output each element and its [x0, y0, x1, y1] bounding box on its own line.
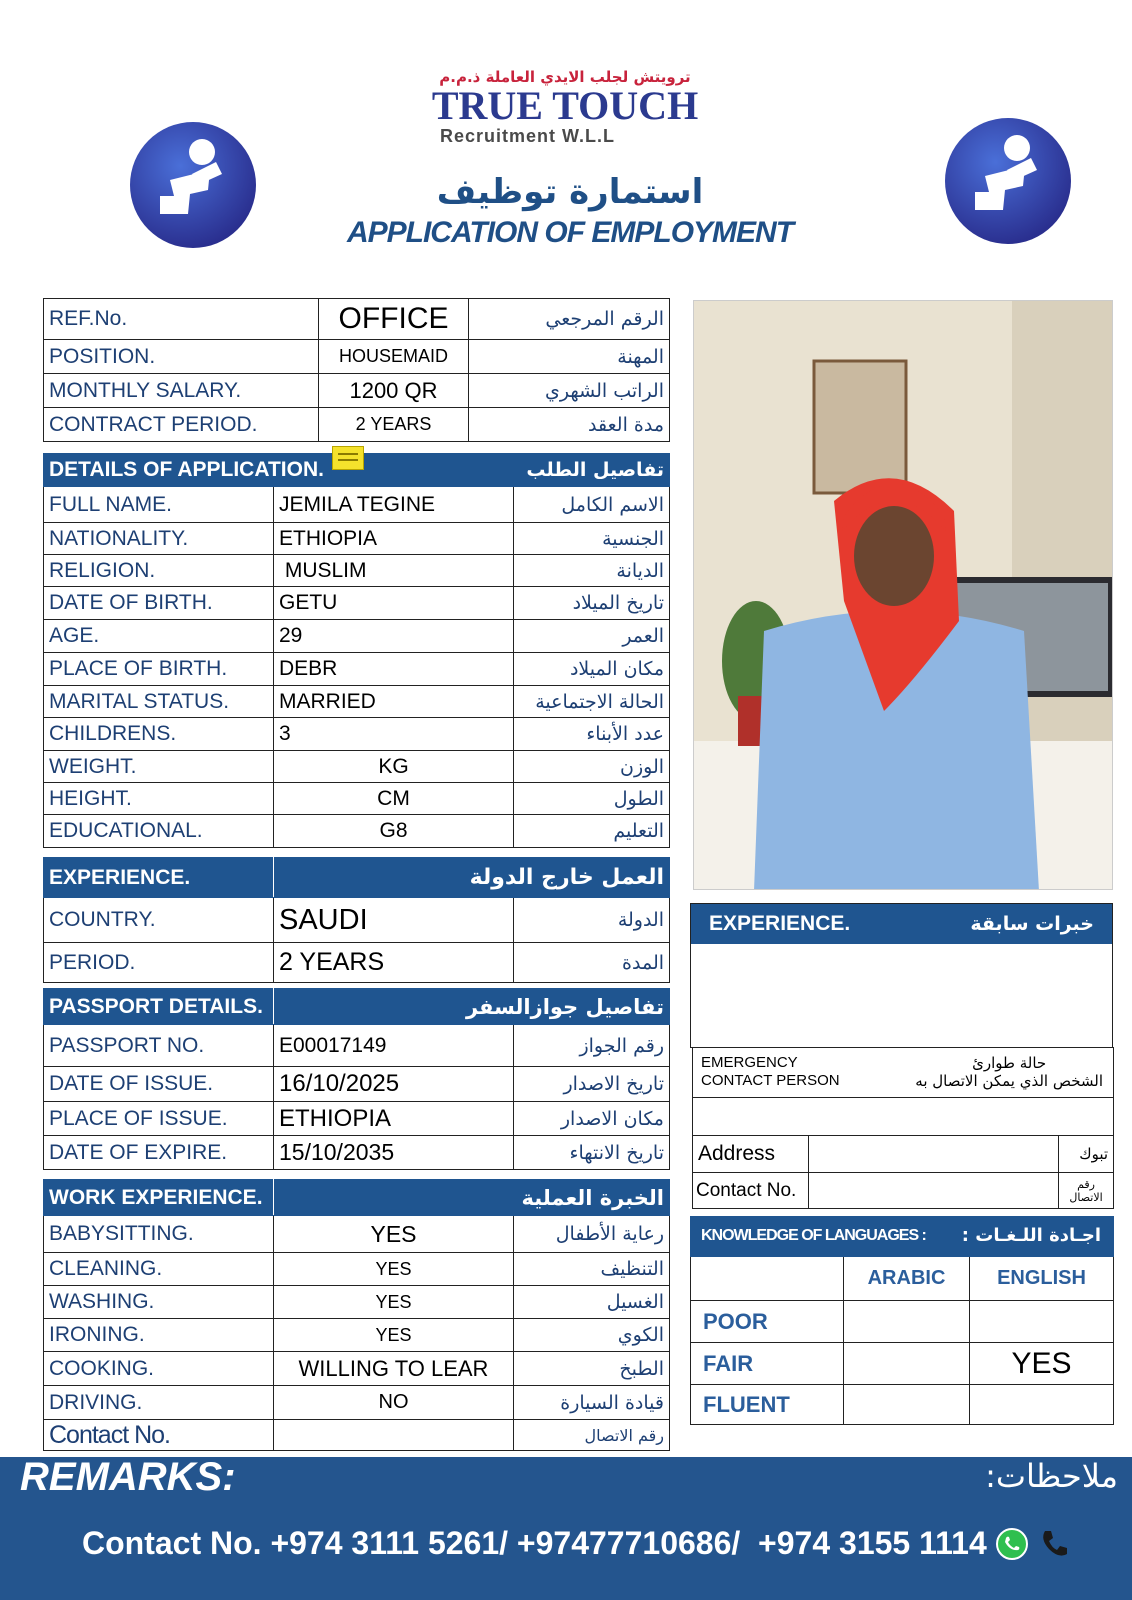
row-label-ar: الطبخ: [514, 1352, 670, 1386]
table-row: [44, 815, 670, 848]
table-row: [44, 555, 670, 587]
table-row: [44, 523, 670, 555]
emergency-name-row: [693, 1098, 1114, 1136]
row-label-ar: تاريخ الميلاد: [514, 587, 670, 620]
row-value: YES: [274, 1216, 514, 1253]
previous-experience-header: [691, 904, 1112, 944]
address-row: [693, 1136, 1114, 1173]
logo-emblem-left: [130, 122, 256, 248]
row-label: Contact No.: [44, 1420, 274, 1451]
table-row: [44, 299, 670, 340]
emergency-header-row: [693, 1048, 1114, 1098]
row-label: PLACE OF ISSUE.: [44, 1102, 274, 1136]
row-label: DRIVING.: [44, 1386, 274, 1420]
row-value: 3: [274, 718, 514, 751]
row-label: CHILDRENS.: [44, 718, 274, 751]
language-row: [691, 1343, 1114, 1385]
english-fluent: [970, 1385, 1114, 1425]
row-value: GETU: [274, 587, 514, 620]
row-value: G8: [274, 815, 514, 848]
row-label-ar: التعليم: [514, 815, 670, 848]
row-label: HEIGHT.: [44, 783, 274, 815]
table-row: [44, 898, 670, 943]
row-label-ar: تاريخ الاصدار: [514, 1067, 670, 1102]
remarks-label: REMARKS:: [20, 1455, 236, 1499]
row-label-ar: المدة: [514, 943, 670, 983]
row-label-ar: الاسم الكامل: [514, 487, 670, 523]
footer: [0, 1457, 1132, 1600]
contract-label-ar: مدة العقد: [469, 408, 670, 442]
contact-label-ar-1: رقم: [1077, 1177, 1095, 1191]
company-name: TRUE TOUCH: [431, 83, 699, 128]
table-row: [44, 783, 670, 815]
row-label: PLACE OF BIRTH.: [44, 653, 274, 686]
whatsapp-icon: [995, 1527, 1029, 1561]
previous-experience-title: EXPERIENCE.: [709, 912, 851, 935]
english-poor: [970, 1301, 1114, 1343]
row-label-ar: عدد الأبناء: [514, 718, 670, 751]
level-fair: FAIR: [691, 1343, 844, 1385]
row-value: NO: [274, 1386, 514, 1420]
row-label: CLEANING.: [44, 1253, 274, 1286]
passport-title: PASSPORT DETAILS.: [44, 989, 274, 1025]
row-label: DATE OF BIRTH.: [44, 587, 274, 620]
empty-cell: [691, 1257, 844, 1301]
emergency-label-ar-1: حالة طوارئ: [972, 1054, 1047, 1072]
table-row: [44, 1319, 670, 1352]
row-label: FULL NAME.: [44, 487, 274, 523]
ref-value: OFFICE: [319, 299, 469, 340]
emergency-label: [693, 1048, 1114, 1098]
row-label-ar: الوزن: [514, 751, 670, 783]
table-row: [44, 1253, 670, 1286]
row-value: E00017149: [274, 1025, 514, 1067]
row-value: YES: [274, 1253, 514, 1286]
row-label: PASSPORT NO.: [44, 1025, 274, 1067]
row-label: BABYSITTING.: [44, 1216, 274, 1253]
arabic-poor: [844, 1301, 970, 1343]
passport-title-ar: تفاصيل جوازالسفر: [274, 989, 670, 1025]
row-label-ar: رعاية الأطفال: [514, 1216, 670, 1253]
table-row: [44, 620, 670, 653]
form-title-ar: استمارة توظيف: [436, 172, 704, 212]
company-logo: [420, 68, 710, 147]
salary-value: 1200 QR: [319, 374, 469, 408]
level-poor: POOR: [691, 1301, 844, 1343]
table-row: [44, 1136, 670, 1170]
row-label: DATE OF ISSUE.: [44, 1067, 274, 1102]
contact-label-ar: [1059, 1173, 1114, 1209]
row-label: NATIONALITY.: [44, 523, 274, 555]
row-label: MARITAL STATUS.: [44, 686, 274, 718]
row-value: MARRIED: [274, 686, 514, 718]
details-title: DETAILS OF APPLICATION.: [44, 454, 514, 487]
row-value: DEBR: [274, 653, 514, 686]
row-label-ar: تاريخ الانتهاء: [514, 1136, 670, 1170]
row-value: MUSLIM: [274, 555, 514, 587]
table-row: [44, 718, 670, 751]
row-value: WILLING TO LEAR: [274, 1352, 514, 1386]
table-row: [44, 686, 670, 718]
row-value: ETHIOPIA: [274, 1102, 514, 1136]
work-experience-table: [43, 1179, 670, 1451]
row-label-ar: الطول: [514, 783, 670, 815]
table-row: [44, 1352, 670, 1386]
language-row: [691, 1385, 1114, 1425]
contact-label: Contact No.: [693, 1173, 809, 1209]
row-label: WEIGHT.: [44, 751, 274, 783]
languages-table: [690, 1216, 1114, 1425]
table-row: [44, 587, 670, 620]
table-row: [44, 1286, 670, 1319]
company-name-ar: ترويتش لجلب الايدي العاملة ذ.م.م: [439, 68, 691, 86]
reference-table: [43, 298, 670, 442]
emergency-label-en-1: EMERGENCY: [701, 1054, 798, 1071]
table-row: [44, 408, 670, 442]
recruiter-icon: [945, 118, 1071, 244]
col-arabic: ARABIC: [844, 1257, 970, 1301]
passport-header: [44, 989, 670, 1025]
row-label-ar: التنظيف: [514, 1253, 670, 1286]
previous-experience-title-ar: خبرات سابقة: [970, 913, 1094, 935]
table-row: [44, 1102, 670, 1136]
row-label-ar: رقم الجواز: [514, 1025, 670, 1067]
note-icon[interactable]: [332, 446, 364, 470]
table-row: [44, 1216, 670, 1253]
row-label: PERIOD.: [44, 943, 274, 983]
previous-experience-box: [690, 903, 1113, 1048]
work-experience-title-ar: الخبرة العملية: [274, 1180, 670, 1216]
footer-contact: [82, 1525, 1071, 1562]
table-row: [44, 653, 670, 686]
row-label-ar: الكوي: [514, 1319, 670, 1352]
company-subtitle: Recruitment W.L.L: [440, 126, 616, 146]
table-row: [44, 1386, 670, 1420]
arabic-fluent: [844, 1385, 970, 1425]
ref-label-ar: الرقم المرجعي: [469, 299, 670, 340]
emergency-label-en-2: CONTACT PERSON: [701, 1072, 840, 1089]
passport-table: [43, 988, 670, 1170]
row-value: 29: [274, 620, 514, 653]
applicant-portrait: [694, 301, 1113, 890]
row-value: [274, 1420, 514, 1451]
recruiter-icon: [130, 122, 256, 248]
row-value: SAUDI: [274, 898, 514, 943]
table-row: [44, 943, 670, 983]
salary-label: MONTHLY SALARY.: [44, 374, 319, 408]
emergency-label-ar-2: الشخص الذي يمكن الاتصال به: [915, 1072, 1104, 1090]
row-label-ar: قيادة السيارة: [514, 1386, 670, 1420]
languages-title-en: KNOWLEDGE OF LANGUAGES :: [701, 1227, 926, 1244]
row-label: EDUCATIONAL.: [44, 815, 274, 848]
footer-contact-text: Contact No. +974 3111 5261/ +97477710686/ +974 3155 1114: [82, 1525, 987, 1561]
row-value: 16/10/2025: [274, 1067, 514, 1102]
row-label-ar: العمر: [514, 620, 670, 653]
contract-value: 2 YEARS: [319, 408, 469, 442]
row-label-ar: رقم الاتصال: [514, 1420, 670, 1451]
row-label: AGE.: [44, 620, 274, 653]
ref-label: REF.No.: [44, 299, 319, 340]
row-value: JEMILA TEGINE: [274, 487, 514, 523]
row-label-ar: الجنسية: [514, 523, 670, 555]
table-row: [44, 374, 670, 408]
position-label: POSITION.: [44, 340, 319, 374]
row-label-ar: الديانة: [514, 555, 670, 587]
row-label: COUNTRY.: [44, 898, 274, 943]
row-label: COOKING.: [44, 1352, 274, 1386]
table-row: [44, 751, 670, 783]
row-label-ar: مكان الاصدار: [514, 1102, 670, 1136]
details-table: [43, 453, 670, 848]
address-value: [809, 1136, 1059, 1173]
row-value: CM: [274, 783, 514, 815]
form-title-en: APPLICATION OF EMPLOYMENT: [346, 216, 794, 249]
row-label: DATE OF EXPIRE.: [44, 1136, 274, 1170]
position-label-ar: المهنة: [469, 340, 670, 374]
row-value: ETHIOPIA: [274, 523, 514, 555]
table-row: [44, 1025, 670, 1067]
row-label: RELIGION.: [44, 555, 274, 587]
contact-label-ar-2: الاتصال: [1069, 1190, 1103, 1204]
experience-title-ar: العمل خارج الدولة: [274, 858, 670, 898]
emergency-name-value: [693, 1098, 1114, 1136]
english-fair: YES: [970, 1343, 1114, 1385]
row-value: KG: [274, 751, 514, 783]
phone-icon: [1037, 1527, 1071, 1561]
remarks-label-ar: ملاحظات:: [985, 1457, 1118, 1495]
table-row: [44, 487, 670, 523]
row-value: YES: [274, 1286, 514, 1319]
languages-title-ar: اجـادة اللـغـات :: [961, 1225, 1102, 1246]
logo-emblem-right: [945, 118, 1071, 244]
table-row: [44, 1420, 670, 1451]
experience-title: EXPERIENCE.: [44, 858, 274, 898]
languages-col-header: [691, 1257, 1114, 1301]
work-experience-header: [44, 1180, 670, 1216]
languages-header: [691, 1217, 1114, 1257]
row-value: 15/10/2035: [274, 1136, 514, 1170]
row-label: WASHING.: [44, 1286, 274, 1319]
col-english: ENGLISH: [970, 1257, 1114, 1301]
contract-label: CONTRACT PERIOD.: [44, 408, 319, 442]
emergency-contact-table: [692, 1047, 1114, 1209]
arabic-fair: [844, 1343, 970, 1385]
work-experience-title: WORK EXPERIENCE.: [44, 1180, 274, 1216]
row-label: IRONING.: [44, 1319, 274, 1352]
experience-abroad-table: [43, 857, 670, 983]
applicant-photo: [693, 300, 1113, 890]
row-value: YES: [274, 1319, 514, 1352]
languages-title: [691, 1217, 1114, 1257]
table-row: [44, 340, 670, 374]
contact-value: [809, 1173, 1059, 1209]
experience-header: [44, 858, 670, 898]
salary-label-ar: الراتب الشهري: [469, 374, 670, 408]
address-label: Address: [693, 1136, 809, 1173]
level-fluent: FLUENT: [691, 1385, 844, 1425]
row-label-ar: الحالة الاجتماعية: [514, 686, 670, 718]
position-value: HOUSEMAID: [319, 340, 469, 374]
details-title-ar: تفاصيل الطلب: [514, 454, 670, 487]
row-value: 2 YEARS: [274, 943, 514, 983]
contact-row: [693, 1173, 1114, 1209]
language-row: [691, 1301, 1114, 1343]
row-label-ar: الدولة: [514, 898, 670, 943]
table-row: [44, 1067, 670, 1102]
row-label-ar: مكان الميلاد: [514, 653, 670, 686]
address-label-ar: تبوك: [1059, 1136, 1114, 1173]
row-label-ar: الغسيل: [514, 1286, 670, 1319]
